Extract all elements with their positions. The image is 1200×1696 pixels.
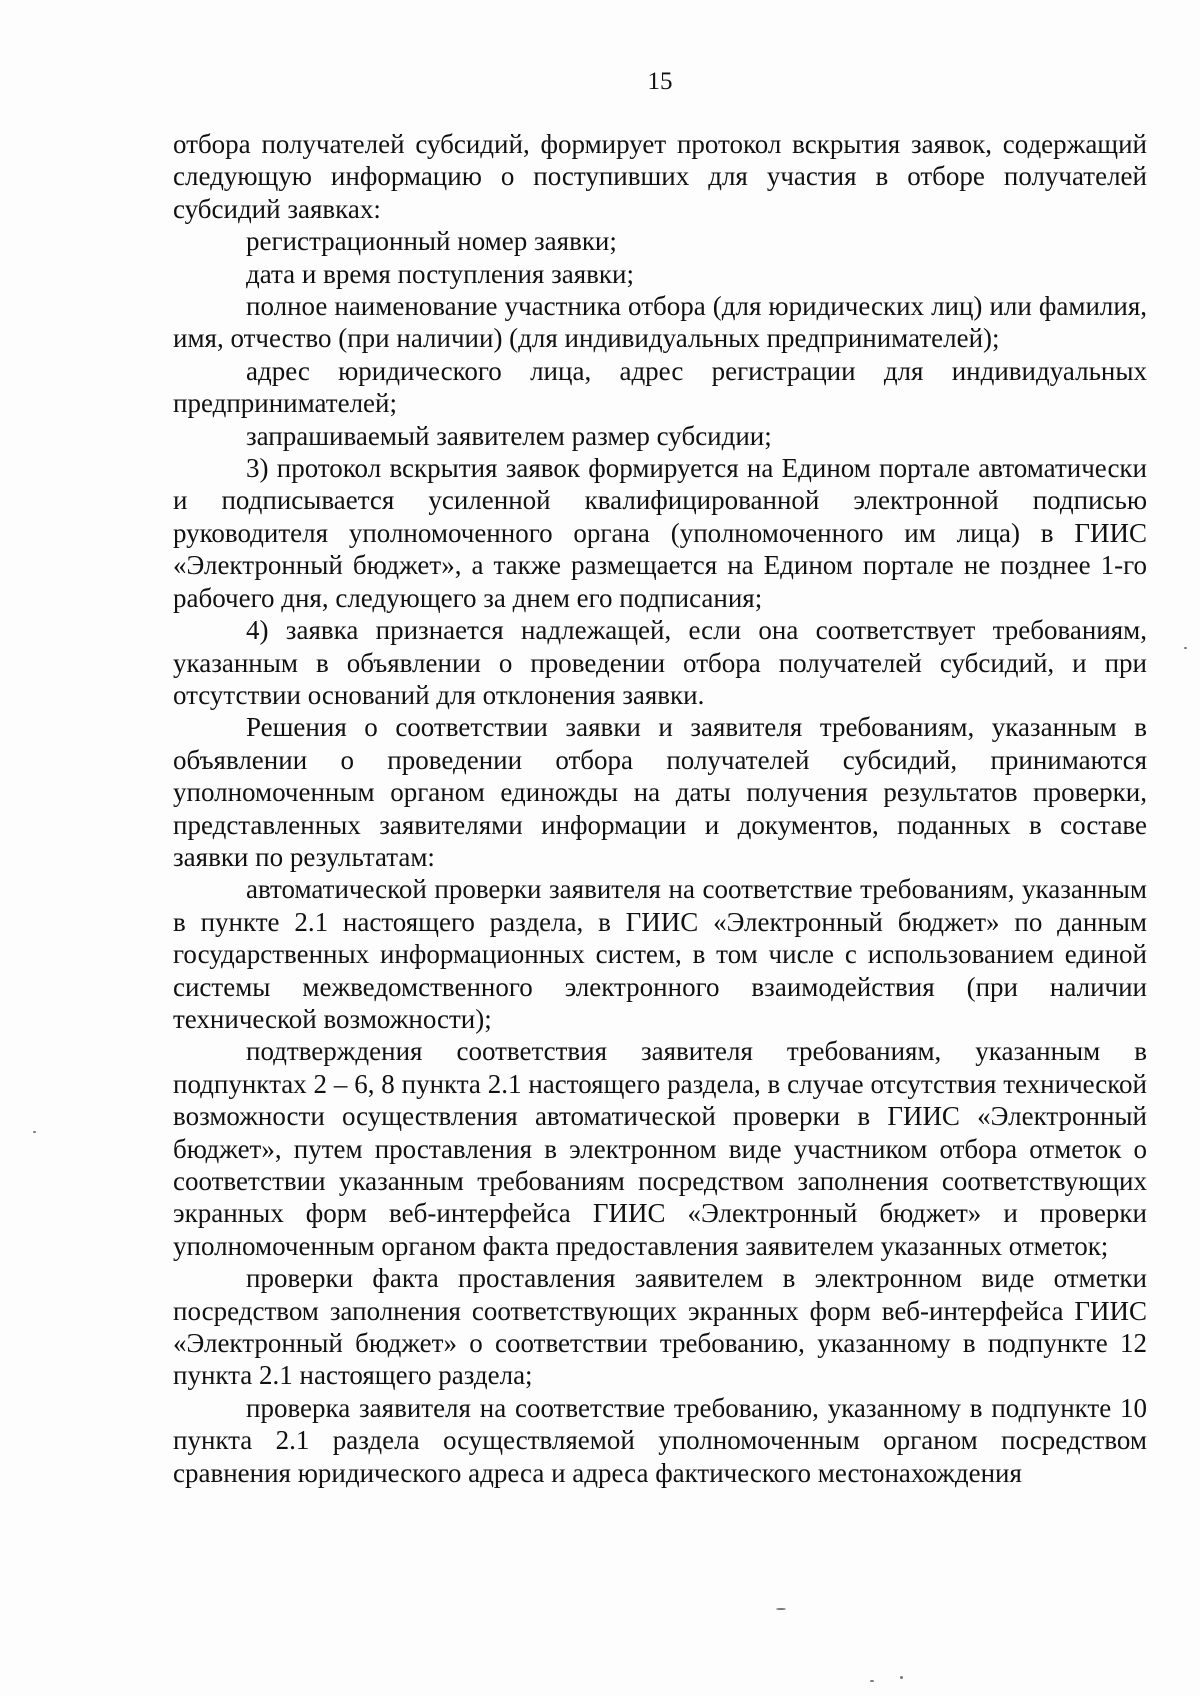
scan-speck (1184, 647, 1187, 649)
scan-speck (776, 1608, 786, 1610)
list-item-date-time: дата и время поступления заявки; (246, 258, 634, 289)
scan-speck (33, 1131, 36, 1133)
list-item-registration-number: регистрационный номер заявки; (246, 226, 617, 257)
paragraph-automatic-check: автоматической проверки заявителя на соответствие требованиям, указанным в пункте 2.1 настоящего раздела, в ГИИС «Электронный бюджет» по данным государственных информационных систем, в том числе с использованием единой системы межведомственного электронного взаимодействия (при наличии технической возможности); (173, 874, 1147, 1034)
paragraph-confirmation: подтверждения соответствия заявителя требованиям, указанным в подпунктах 2 – 6, 8 пункта 2.1 настоящего раздела, в случае отсутствия технической возможности осуществления автоматической проверки в ГИИС «Электронный бюджет», путем проставления в электронном виде участником отбора отметок о соответствии указанным требованиям посредством заполнения соответствующих экранных форм веб-интерфейса ГИИС «Электронный бюджет» и проверки уполномоченным органом факта предоставления заявителем указанных отметок; (173, 1036, 1147, 1261)
paragraph-mark-check: проверки факта проставления заявителем в электронном виде отметки посредством заполнения соответствующих экранных форм веб-интерфейса ГИИС «Электронный бюджет» о соответствии требованию, указанному в подпункте 12 пункта 2.1 настоящего раздела; (173, 1263, 1147, 1391)
paragraph-continuation: отбора получателей субсидий, формирует протокол вскрытия заявок, содержащий следующую информацию о поступивших для участия в отборе получателей субсидий заявках: (173, 129, 1147, 224)
list-item-subsidy-amount: запрашиваемый заявителем размер субсидии; (246, 420, 772, 451)
document-body (173, 128, 1147, 1489)
list-item-address: адрес юридического лица, адрес регистрации для индивидуальных предпринимателей; (173, 355, 1147, 419)
paragraph-item-4: 4) заявка признается надлежащей, если она соответствует требованиям, указанным в объявлении о проведении отбора получателей субсидий, и при отсутствии оснований для отклонения заявки. (173, 615, 1147, 710)
page-number: 15 (647, 68, 673, 95)
paragraph-decisions: Решения о соответствии заявки и заявителя требованиям, указанным в объявлении о проведении отбора получателей субсидий, принимаются уполномоченным органом единожды на даты получения результатов проверки, представленных заявителями информации и документов, поданных в составе заявки по результатам: (173, 712, 1147, 872)
list-item-full-name: полное наименование участника отбора (для юридических лиц) или фамилия, имя, отчество (при наличии) (для индивидуальных предпринимателей); (173, 291, 1147, 354)
paragraph-item-3: 3) протокол вскрытия заявок формируется на Едином портале автоматически и подписывается усиленной квалифицированной электронной подписью руководителя уполномоченного органа (уполномоченного им лица) в ГИИС «Электронный бюджет», а также размещается на Едином портале не позднее 1-го рабочего дня, следующего за днем его подписания; (173, 453, 1147, 613)
scan-speck (870, 1680, 874, 1682)
paragraph-address-check: проверка заявителя на соответствие требованию, указанному в подпункте 10 пункта 2.1 раздела осуществляемой уполномоченным органом посредством сравнения юридического адреса и адреса фактического местонахождения (173, 1392, 1147, 1488)
scan-speck (900, 1676, 903, 1679)
